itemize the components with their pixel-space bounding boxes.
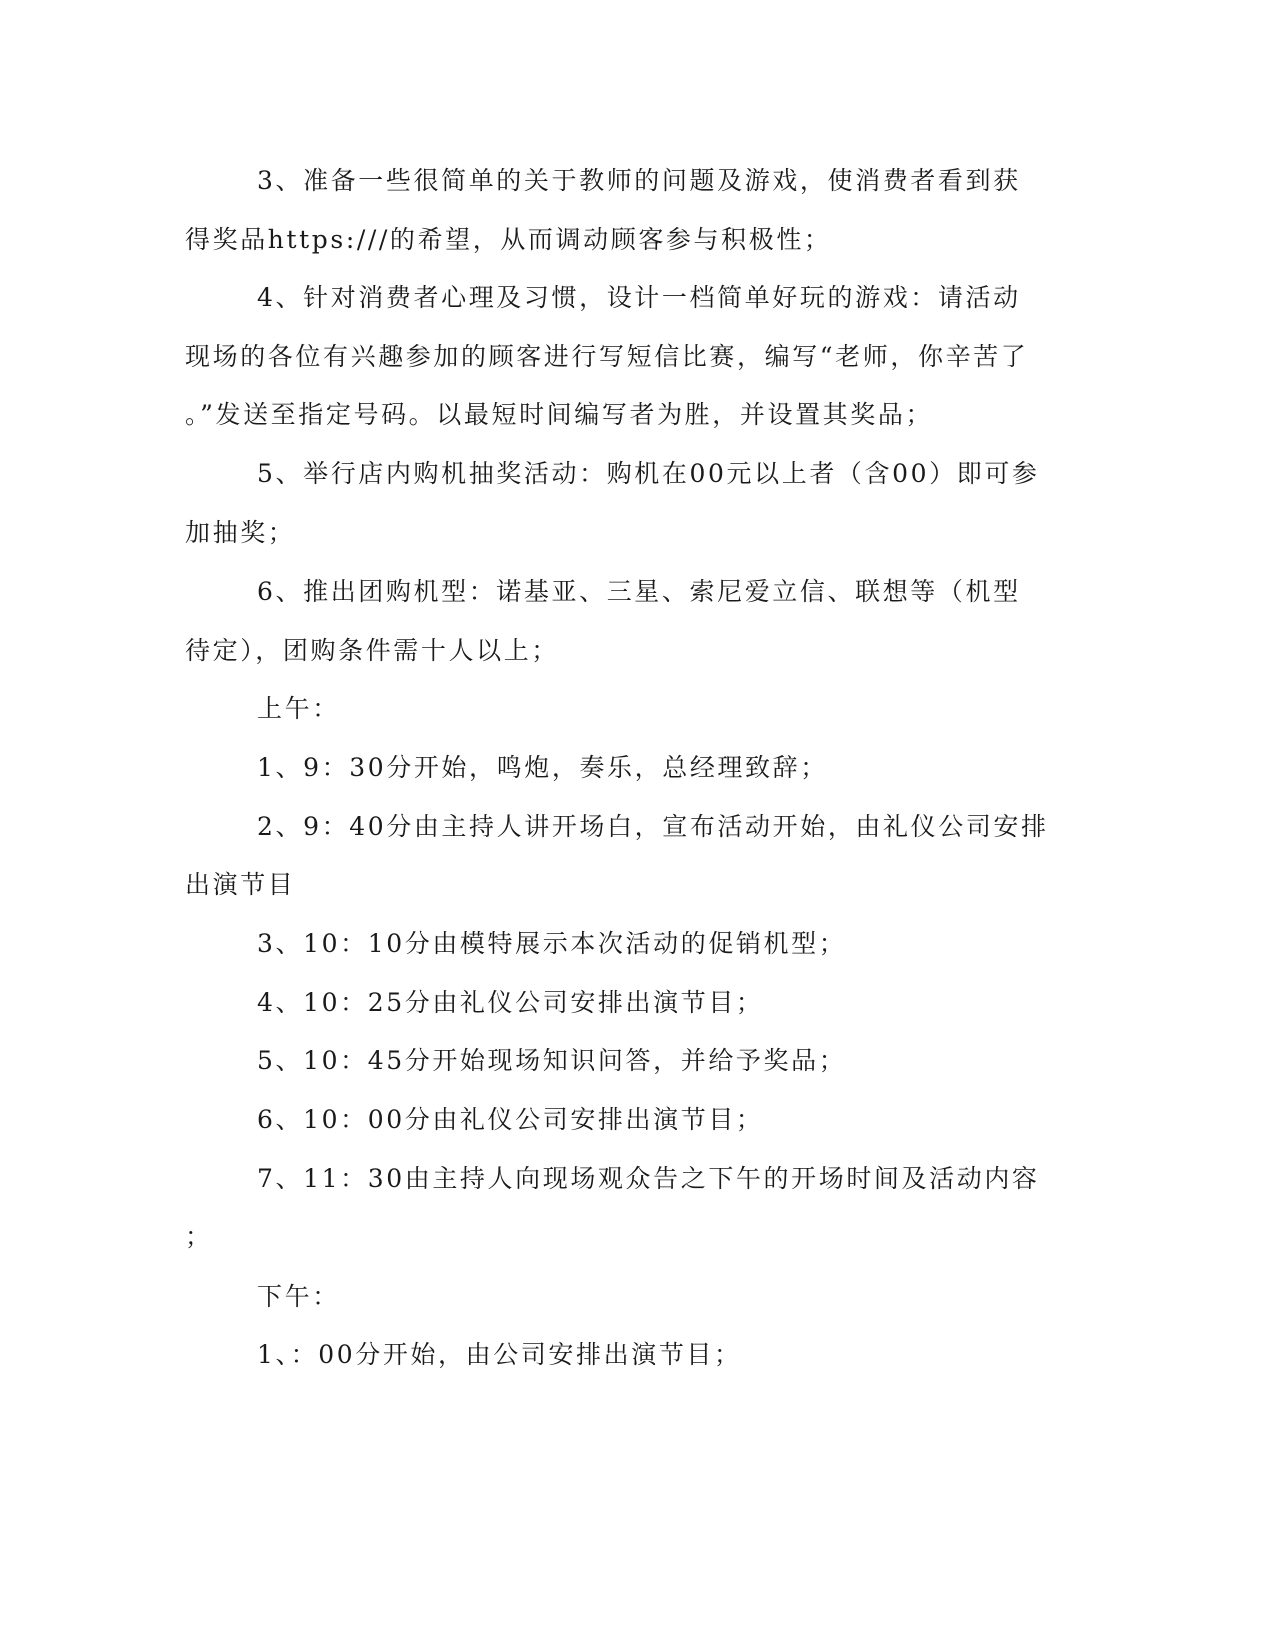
paragraph-line: 6、推出团购机型：诺基亚、三星、索尼爱立信、联想等（机型 bbox=[257, 577, 1021, 606]
paragraph-line: 4、针对消费者心理及习惯，设计一档简单好玩的游戏：请活动 bbox=[257, 283, 1021, 312]
schedule-item: 1、：00分开始，由公司安排出演节目； bbox=[257, 1340, 742, 1369]
schedule-item: 4、10：25分由礼仪公司安排出演节目； bbox=[257, 988, 764, 1017]
schedule-item: 1、9：30分开始，鸣炮，奏乐，总经理致辞； bbox=[257, 753, 828, 782]
section-heading-morning: 上午： bbox=[257, 694, 340, 723]
section-heading-afternoon: 下午： bbox=[257, 1282, 340, 1311]
schedule-item: 2、9：40分由主持人讲开场白，宣布活动开始，由礼仪公司安排 bbox=[257, 812, 1049, 841]
schedule-item: 6、10：00分由礼仪公司安排出演节目； bbox=[257, 1105, 764, 1134]
paragraph-line: ； bbox=[185, 1222, 213, 1251]
paragraph-line: 。”发送至指定号码。以最短时间编写者为胜，并设置其奖品； bbox=[185, 400, 934, 429]
paragraph-line: 出演节目 bbox=[185, 870, 296, 899]
paragraph-line: 5、举行店内购机抽奖活动：购机在00元以上者（含00）即可参 bbox=[257, 459, 1040, 488]
paragraph-line: 3、准备一些很简单的关于教师的问题及游戏，使消费者看到获 bbox=[257, 166, 1021, 195]
paragraph-line: 加抽奖； bbox=[185, 518, 296, 547]
paragraph-line: 待定），团购条件需十人以上； bbox=[185, 636, 559, 665]
paragraph-line: 现场的各位有兴趣参加的顾客进行写短信比赛，编写“老师，你辛苦了 bbox=[185, 342, 1029, 371]
schedule-item: 3、10：10分由模特展示本次活动的促销机型； bbox=[257, 929, 847, 958]
schedule-item: 5、10：45分开始现场知识问答，并给予奖品； bbox=[257, 1046, 847, 1075]
paragraph-line: 得奖品https:///的希望，从而调动顾客参与积极性； bbox=[185, 225, 832, 254]
schedule-item: 7、11：30由主持人向现场观众告之下午的开场时间及活动内容 bbox=[257, 1164, 1040, 1193]
